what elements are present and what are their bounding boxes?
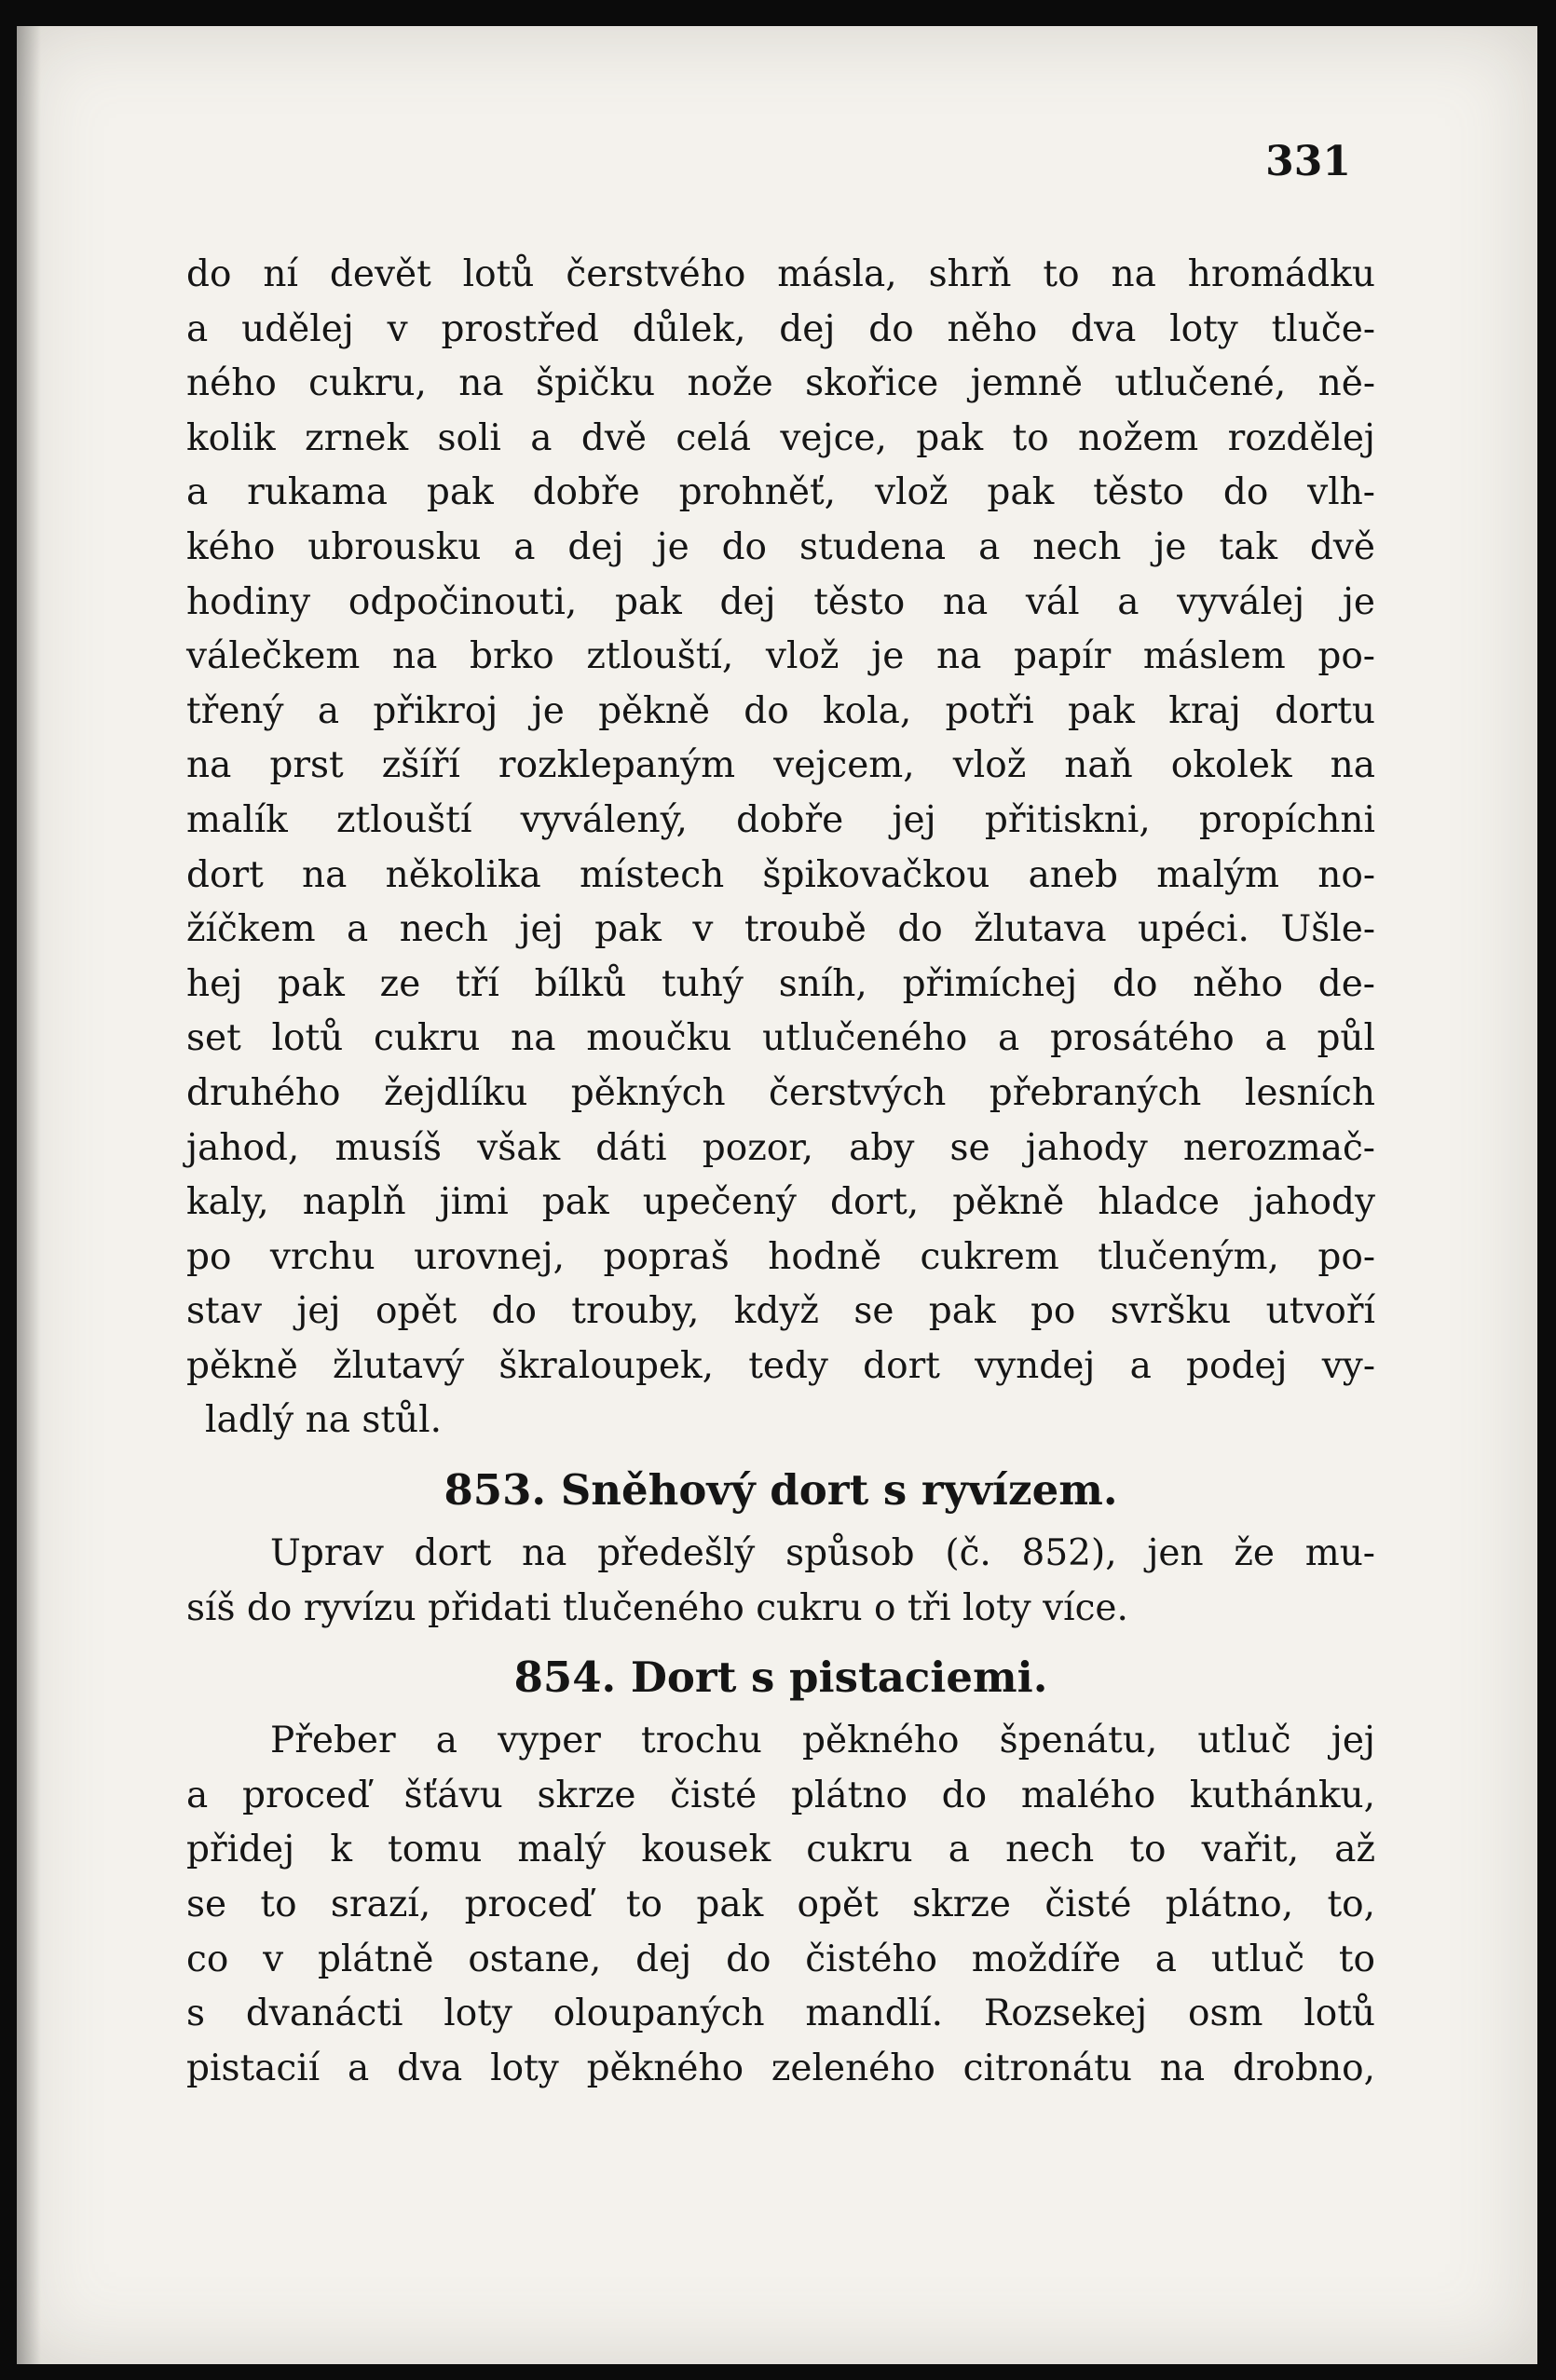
text-line: pistacií a dva loty pěkného zeleného citronátu na drobno, <box>186 2047 1375 2089</box>
text-line: kého ubrousku a dej je do studena a nech je tak dvě <box>186 525 1375 568</box>
text-line: hodiny odpočinouti, pak dej těsto na vál a vyválej je <box>186 580 1375 623</box>
text-line: a proceď šťávu skrze čisté plátno do malého kuthánku, <box>186 1774 1375 1816</box>
text-line: hej pak ze tří bílků tuhý sníh, přimíchej do něho de- <box>186 962 1375 1005</box>
text-line: třený a přikroj je pěkně do kola, potři pak kraj dortu <box>186 689 1375 732</box>
recipe-852-continuation <box>186 248 1375 1448</box>
text-line: žíčkem a nech jej pak v troubě do žlutava upéci. Ušle- <box>186 908 1375 951</box>
text-line: kaly, naplň jimi pak upečený dort, pěkně hladce jahody <box>186 1181 1375 1224</box>
text-line: přidej k tomu malý kousek cukru a nech to vařit, až <box>186 1829 1375 1871</box>
text-line: jahod, musíš však dáti pozor, aby se jahody nerozmač- <box>186 1126 1375 1169</box>
page-text <box>186 248 1375 2096</box>
page-number: 331 <box>1265 138 1351 185</box>
text-line: s dvanácti loty oloupaných mandlí. Rozsekej osm lotů <box>186 1992 1375 2035</box>
text-line: Uprav dort na předešlý spůsob (č. 852), jen že mu- <box>270 1532 1375 1575</box>
text-line: síš do ryvízu přidati tlučeného cukru o tři loty více. <box>186 1586 1128 1629</box>
text-line: a rukama pak dobře prohněť, vlož pak těsto do vlh- <box>186 471 1375 514</box>
recipe-heading: 854. Dort s pistaciemi. <box>513 1652 1048 1703</box>
text-line: stav jej opět do trouby, když se pak po svršku utvoří <box>186 1290 1375 1333</box>
text-line: a udělej v prostřed důlek, dej do něho dva loty tluče- <box>186 307 1375 350</box>
text-line: malík ztlouští vyválený, dobře jej přitiskni, propíchni <box>186 798 1375 841</box>
text-line: pěkně žlutavý škraloupek, tedy dort vyndej a podej vy- <box>186 1344 1375 1387</box>
text-line: ného cukru, na špičku nože skořice jemně utlučené, ně- <box>186 362 1375 405</box>
text-line: se to srazí, proceď to pak opět skrze čisté plátno, to, <box>186 1884 1375 1926</box>
text-line: do ní devět lotů čerstvého másla, shrň to na hromádku <box>186 253 1375 295</box>
text-line: dort na několika místech špikovačkou aneb malým no- <box>186 853 1375 896</box>
recipe-heading: 853. Sněhový dort s ryvízem. <box>444 1465 1118 1516</box>
page-edge-shadow <box>17 26 41 2364</box>
text-line: Přeber a vyper trochu pěkného špenátu, utluč jej <box>270 1720 1375 1762</box>
book-page <box>17 26 1537 2364</box>
recipe-853 <box>186 1460 1375 1636</box>
text-line: na prst zšíří rozklepaným vejcem, vlož naň okolek na <box>186 744 1375 787</box>
text-line: kolik zrnek soli a dvě celá vejce, pak to nožem rozdělej <box>186 416 1375 459</box>
recipe-854 <box>186 1647 1375 2096</box>
text-line: druhého žejdlíku pěkných čerstvých přebraných lesních <box>186 1071 1375 1114</box>
text-line: po vrchu urovnej, popraš hodně cukrem tlučeným, po- <box>186 1235 1375 1278</box>
text-line: válečkem na brko ztlouští, vlož je na papír máslem po- <box>186 635 1375 678</box>
text-line: set lotů cukru na moučku utlučeného a prosátého a půl <box>186 1017 1375 1060</box>
text-line: ladlý na stůl. <box>205 1399 443 1442</box>
text-line: co v plátně ostane, dej do čistého moždíře a utluč to <box>186 1938 1375 1980</box>
